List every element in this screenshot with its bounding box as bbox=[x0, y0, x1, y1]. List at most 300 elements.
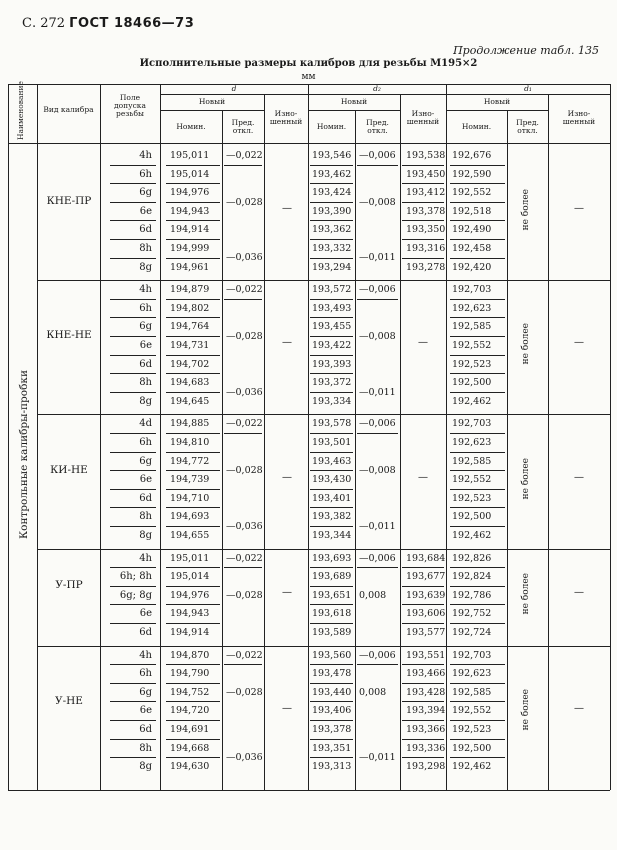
d2-worn-cell: 193,394 bbox=[406, 705, 446, 717]
value-underline bbox=[310, 701, 353, 702]
tolerance-cell: 4d bbox=[139, 418, 152, 430]
d-nominal-cell: 194,976 bbox=[170, 187, 210, 199]
d2-nominal-cell: 193,401 bbox=[312, 492, 352, 504]
column-rule bbox=[264, 94, 265, 790]
column-rule bbox=[507, 110, 508, 790]
d-nominal-cell: 194,810 bbox=[170, 437, 210, 448]
d-nominal-cell: 194,885 bbox=[170, 418, 210, 430]
table-title: Исполнительные размеры калибров для резьбы М195×2 bbox=[139, 58, 478, 69]
d-nominal-cell: 194,772 bbox=[170, 455, 210, 467]
value-underline bbox=[402, 165, 444, 166]
value-underline bbox=[110, 489, 156, 490]
d2-limit-deviation: —0,008 bbox=[359, 196, 396, 208]
d2-nominal-cell: 193,560 bbox=[312, 649, 352, 661]
value-underline bbox=[310, 526, 353, 527]
header-nominal: Номин. bbox=[316, 121, 347, 131]
value-underline bbox=[450, 739, 505, 740]
value-underline bbox=[310, 183, 353, 184]
d1-nominal-cell: 192,500 bbox=[452, 377, 492, 389]
value-underline bbox=[110, 373, 156, 374]
header-limit-deviation: Пред. откл. bbox=[516, 117, 539, 135]
header-nominal: Номин. bbox=[461, 121, 492, 131]
d2-nominal-cell: 193,332 bbox=[312, 243, 352, 254]
value-underline bbox=[450, 373, 505, 374]
value-underline bbox=[166, 183, 220, 184]
d2-worn-cell: 193,412 bbox=[406, 187, 446, 199]
value-underline bbox=[310, 720, 353, 721]
d1-nominal-cell: 192,552 bbox=[452, 474, 492, 486]
d-nominal-cell: 194,976 bbox=[170, 589, 210, 601]
d1-nominal-cell: 192,552 bbox=[452, 340, 492, 351]
header-d: d bbox=[231, 84, 237, 94]
d2-limit-deviation: —0,006 bbox=[359, 552, 396, 564]
tolerance-cell: 6d bbox=[139, 358, 152, 370]
d1-not-more-label: не более bbox=[521, 573, 531, 615]
value-underline bbox=[110, 739, 156, 740]
tolerance-cell: 6e bbox=[139, 474, 152, 486]
d1-nominal-cell: 192,752 bbox=[452, 608, 492, 620]
value-underline bbox=[310, 317, 353, 318]
tolerance-cell: 4h bbox=[139, 284, 152, 296]
tolerance-cell: 6d bbox=[139, 492, 152, 504]
deviation-rule bbox=[357, 433, 398, 434]
d1-nominal-cell: 192,703 bbox=[452, 649, 492, 661]
d-nominal-cell: 195,011 bbox=[170, 552, 210, 564]
d2-worn-cell: 193,278 bbox=[406, 261, 446, 273]
d2-nominal-cell: 193,618 bbox=[312, 608, 352, 620]
tolerance-cell: 8h bbox=[139, 243, 152, 254]
value-underline bbox=[110, 757, 156, 758]
value-underline bbox=[166, 757, 220, 758]
value-underline bbox=[110, 683, 156, 684]
value-underline bbox=[110, 701, 156, 702]
column-rule bbox=[446, 84, 447, 790]
value-underline bbox=[310, 567, 353, 568]
header-worn: Изно-шенный bbox=[406, 109, 440, 126]
d1-nominal-cell: 192,523 bbox=[452, 724, 492, 735]
value-underline bbox=[450, 720, 505, 721]
value-underline bbox=[310, 433, 353, 434]
d2-nominal-cell: 193,578 bbox=[312, 418, 352, 430]
d1-nominal-cell: 192,623 bbox=[452, 437, 492, 448]
value-underline bbox=[450, 683, 505, 684]
value-underline bbox=[450, 336, 505, 337]
value-underline bbox=[110, 664, 156, 665]
value-underline bbox=[450, 299, 505, 300]
header-tolerance: Поле допуска резьбы bbox=[114, 93, 146, 118]
d2-limit-deviation: —0,006 bbox=[359, 150, 396, 161]
d2-worn-cell: 193,677 bbox=[406, 571, 446, 583]
d1-nominal-cell: 192,826 bbox=[452, 552, 492, 564]
d2-nominal-cell: 193,572 bbox=[312, 284, 352, 296]
deviation-rule bbox=[224, 433, 262, 434]
value-underline bbox=[166, 239, 220, 240]
section-label: У-ПР bbox=[55, 579, 83, 592]
d1-worn-dash: — bbox=[574, 471, 584, 483]
value-underline bbox=[310, 586, 353, 587]
d2-worn-cell: 193,466 bbox=[406, 668, 446, 680]
deviation-rule bbox=[224, 567, 262, 568]
value-underline bbox=[310, 664, 353, 665]
value-underline bbox=[402, 604, 444, 605]
tolerance-cell: 6e bbox=[139, 608, 152, 620]
d-limit-deviation: —0,022 bbox=[226, 418, 263, 430]
value-underline bbox=[450, 507, 505, 508]
header-limit-deviation: Пред. откл. bbox=[366, 117, 389, 135]
d-limit-deviation: —0,022 bbox=[226, 649, 263, 661]
d1-nominal-cell: 192,462 bbox=[452, 761, 492, 773]
tolerance-cell: 6g bbox=[139, 686, 152, 698]
d1-nominal-cell: 192,676 bbox=[452, 150, 492, 161]
value-underline bbox=[110, 470, 156, 471]
value-underline bbox=[310, 623, 353, 624]
header-new: Новый bbox=[340, 97, 368, 107]
value-underline bbox=[450, 452, 505, 453]
value-underline bbox=[166, 623, 220, 624]
column-rule bbox=[100, 84, 101, 790]
value-underline bbox=[310, 452, 353, 453]
d-nominal-cell: 195,014 bbox=[170, 571, 210, 583]
value-underline bbox=[166, 373, 220, 374]
d2-nominal-cell: 193,351 bbox=[312, 742, 352, 754]
tolerance-cell: 8g bbox=[139, 395, 152, 407]
tolerance-cell: 6d bbox=[139, 724, 152, 735]
value-underline bbox=[310, 355, 353, 356]
value-underline bbox=[402, 183, 444, 184]
tolerance-cell: 6h bbox=[139, 168, 152, 180]
d2-nominal-cell: 193,406 bbox=[312, 705, 352, 717]
value-underline bbox=[402, 701, 444, 702]
d-limit-deviation: —0,028 bbox=[226, 589, 263, 601]
value-underline bbox=[110, 604, 156, 605]
value-underline bbox=[310, 507, 353, 508]
d1-nominal-cell: 192,552 bbox=[452, 705, 492, 717]
section-rule bbox=[37, 549, 610, 550]
d1-nominal-cell: 192,786 bbox=[452, 589, 492, 601]
d2-worn-cell: 193,428 bbox=[406, 686, 446, 698]
d-nominal-cell: 194,802 bbox=[170, 302, 210, 314]
column-rule bbox=[222, 110, 223, 790]
d2-worn-cell: 193,316 bbox=[406, 243, 446, 254]
value-underline bbox=[450, 165, 505, 166]
value-underline bbox=[110, 258, 156, 259]
value-underline bbox=[110, 586, 156, 587]
d-nominal-cell: 194,691 bbox=[170, 724, 210, 735]
tolerance-cell: 6h bbox=[139, 302, 152, 314]
column-rule bbox=[37, 84, 38, 790]
value-underline bbox=[402, 202, 444, 203]
section-rule bbox=[37, 414, 610, 415]
tolerance-cell: 6h bbox=[139, 437, 152, 448]
d1-worn-dash: — bbox=[574, 702, 584, 714]
d2-worn-dash: — bbox=[418, 471, 428, 483]
value-underline bbox=[310, 258, 353, 259]
d-nominal-cell: 194,655 bbox=[170, 530, 210, 541]
table-bottom-rule bbox=[8, 790, 610, 791]
d-nominal-cell: 194,999 bbox=[170, 243, 210, 254]
value-underline bbox=[166, 355, 220, 356]
value-underline bbox=[450, 489, 505, 490]
value-underline bbox=[450, 258, 505, 259]
section-label: КНЕ-ПР bbox=[46, 195, 92, 208]
value-underline bbox=[166, 452, 220, 453]
tolerance-cell: 6g; 8g bbox=[119, 589, 152, 601]
group-label: Контрольные калибры-пробки bbox=[18, 370, 30, 539]
d1-not-more-label: не более bbox=[521, 688, 531, 731]
value-underline bbox=[310, 392, 353, 393]
d2-nominal-cell: 193,313 bbox=[312, 761, 352, 773]
d-nominal-cell: 194,731 bbox=[170, 340, 210, 351]
value-underline bbox=[110, 355, 156, 356]
d2-nominal-cell: 193,546 bbox=[312, 150, 352, 161]
section-label: КИ-НЕ bbox=[50, 463, 88, 476]
d2-limit-deviation: —0,006 bbox=[359, 284, 396, 296]
column-rule bbox=[610, 84, 611, 790]
value-underline bbox=[166, 507, 220, 508]
value-underline bbox=[110, 336, 156, 337]
d2-limit-deviation: —0,008 bbox=[359, 464, 396, 476]
d2-nominal-cell: 193,430 bbox=[312, 474, 352, 486]
d2-nominal-cell: 193,463 bbox=[312, 455, 352, 467]
deviation-rule bbox=[357, 567, 398, 568]
column-rule bbox=[400, 94, 401, 790]
value-underline bbox=[166, 433, 220, 434]
value-underline bbox=[110, 183, 156, 184]
value-underline bbox=[450, 220, 505, 221]
d-nominal-cell: 194,710 bbox=[170, 492, 210, 504]
d2-worn-cell: 193,538 bbox=[406, 150, 446, 161]
d1-not-more-label: не более bbox=[521, 323, 531, 365]
d2-worn-cell: 193,639 bbox=[406, 589, 446, 601]
tolerance-cell: 8g bbox=[139, 530, 152, 541]
d2-worn-cell: 193,336 bbox=[406, 742, 446, 754]
value-underline bbox=[402, 720, 444, 721]
value-underline bbox=[450, 526, 505, 527]
d2-nominal-cell: 193,462 bbox=[312, 168, 352, 180]
section-rule bbox=[37, 280, 610, 281]
header-kind: Вид калибра bbox=[43, 105, 94, 115]
value-underline bbox=[166, 664, 220, 665]
d1-nominal-cell: 192,490 bbox=[452, 224, 492, 236]
column-rule bbox=[355, 110, 356, 790]
value-underline bbox=[310, 489, 353, 490]
value-underline bbox=[166, 683, 220, 684]
d-nominal-cell: 194,764 bbox=[170, 321, 210, 333]
tolerance-cell: 8h bbox=[139, 377, 152, 389]
column-rule bbox=[548, 94, 549, 790]
value-underline bbox=[166, 470, 220, 471]
tolerance-cell: 6e bbox=[139, 705, 152, 717]
value-underline bbox=[166, 220, 220, 221]
d2-limit-deviation: 0,008 bbox=[359, 686, 387, 698]
d-nominal-cell: 195,014 bbox=[170, 168, 210, 180]
value-underline bbox=[310, 202, 353, 203]
value-underline bbox=[166, 299, 220, 300]
d-worn-dash: — bbox=[282, 702, 292, 714]
value-underline bbox=[450, 202, 505, 203]
header-name: Наименование bbox=[16, 81, 25, 140]
deviation-rule bbox=[224, 664, 262, 665]
value-underline bbox=[166, 489, 220, 490]
value-underline bbox=[110, 567, 156, 568]
deviation-rule bbox=[357, 299, 398, 300]
d1-nominal-cell: 192,585 bbox=[452, 321, 492, 333]
value-underline bbox=[450, 392, 505, 393]
column-rule bbox=[8, 84, 9, 790]
tolerance-cell: 4h bbox=[139, 552, 152, 564]
d1-nominal-cell: 192,420 bbox=[452, 261, 492, 273]
header-bottom-rule bbox=[8, 143, 610, 144]
d1-nominal-cell: 192,462 bbox=[452, 395, 492, 407]
d-limit-deviation: —0,028 bbox=[226, 686, 263, 698]
value-underline bbox=[166, 720, 220, 721]
section-label: У-НЕ bbox=[55, 694, 83, 707]
value-underline bbox=[110, 165, 156, 166]
value-underline bbox=[110, 317, 156, 318]
value-underline bbox=[450, 623, 505, 624]
d-nominal-cell: 194,914 bbox=[170, 627, 210, 638]
tolerance-cell: 6g bbox=[139, 321, 152, 333]
d1-nominal-cell: 192,552 bbox=[452, 187, 492, 199]
value-underline bbox=[110, 526, 156, 527]
tolerance-cell: 6e bbox=[139, 205, 152, 217]
value-underline bbox=[166, 165, 220, 166]
value-underline bbox=[110, 220, 156, 221]
tolerance-cell: 4h bbox=[139, 150, 152, 161]
d2-limit-deviation: —0,011 bbox=[359, 386, 396, 398]
value-underline bbox=[450, 433, 505, 434]
d2-nominal-cell: 193,501 bbox=[312, 437, 352, 448]
value-underline bbox=[110, 299, 156, 300]
d2-worn-dash: — bbox=[418, 337, 428, 349]
d2-nominal-cell: 193,478 bbox=[312, 668, 352, 680]
value-underline bbox=[402, 664, 444, 665]
d2-limit-deviation: —0,011 bbox=[359, 252, 396, 264]
value-underline bbox=[166, 258, 220, 259]
tolerance-cell: 6d bbox=[139, 224, 152, 236]
section-rule bbox=[37, 646, 610, 647]
d2-nominal-cell: 193,390 bbox=[312, 205, 352, 217]
value-underline bbox=[310, 299, 353, 300]
d2-nominal-cell: 193,393 bbox=[312, 358, 352, 370]
tolerance-cell: 6h; 8h bbox=[119, 571, 152, 583]
value-underline bbox=[110, 202, 156, 203]
d-nominal-cell: 194,914 bbox=[170, 224, 210, 236]
value-underline bbox=[110, 433, 156, 434]
d2-nominal-cell: 193,382 bbox=[312, 511, 352, 523]
value-underline bbox=[310, 757, 353, 758]
d2-worn-cell: 193,350 bbox=[406, 224, 446, 236]
value-underline bbox=[110, 507, 156, 508]
d-nominal-cell: 194,720 bbox=[170, 705, 210, 717]
section-label: КНЕ-НЕ bbox=[46, 329, 92, 342]
d-limit-deviation: —0,022 bbox=[226, 552, 263, 564]
d2-nominal-cell: 193,378 bbox=[312, 724, 352, 735]
d-nominal-cell: 194,879 bbox=[170, 284, 210, 296]
tolerance-cell: 6g bbox=[139, 187, 152, 199]
d2-worn-cell: 193,450 bbox=[406, 168, 446, 180]
d-limit-deviation: —0,028 bbox=[226, 330, 263, 342]
value-underline bbox=[402, 567, 444, 568]
value-underline bbox=[450, 183, 505, 184]
d-nominal-cell: 194,870 bbox=[170, 649, 210, 661]
value-underline bbox=[110, 452, 156, 453]
value-underline bbox=[450, 317, 505, 318]
value-underline bbox=[402, 683, 444, 684]
value-underline bbox=[450, 239, 505, 240]
d2-nominal-cell: 193,334 bbox=[312, 395, 352, 407]
d-nominal-cell: 194,702 bbox=[170, 358, 210, 370]
header-worn: Изно-шенный bbox=[269, 109, 303, 126]
d1-nominal-cell: 192,523 bbox=[452, 492, 492, 504]
d2-limit-deviation: —0,011 bbox=[359, 520, 396, 532]
d1-nominal-cell: 192,458 bbox=[452, 243, 492, 254]
d-limit-deviation: —0,036 bbox=[226, 386, 263, 398]
d-nominal-cell: 194,683 bbox=[170, 377, 210, 389]
d-nominal-cell: 194,752 bbox=[170, 686, 210, 698]
d1-worn-dash: — bbox=[574, 203, 584, 215]
value-underline bbox=[166, 336, 220, 337]
tolerance-cell: 4h bbox=[139, 649, 152, 661]
d1-nominal-cell: 192,724 bbox=[452, 627, 492, 638]
header-limit-deviation: Пред. откл. bbox=[231, 117, 255, 135]
value-underline bbox=[166, 586, 220, 587]
d2-nominal-cell: 193,424 bbox=[312, 187, 352, 199]
d1-nominal-cell: 192,462 bbox=[452, 530, 492, 541]
d2-limit-deviation: —0,006 bbox=[359, 649, 396, 661]
d1-nominal-cell: 192,623 bbox=[452, 302, 492, 314]
value-underline bbox=[166, 567, 220, 568]
d-nominal-cell: 194,790 bbox=[170, 668, 210, 680]
d2-nominal-cell: 193,689 bbox=[312, 571, 352, 583]
d2-worn-cell: 193,606 bbox=[406, 608, 446, 620]
tolerance-cell: 6g bbox=[139, 455, 152, 467]
value-underline bbox=[450, 664, 505, 665]
d-limit-deviation: —0,036 bbox=[226, 520, 263, 532]
d1-nominal-cell: 192,500 bbox=[452, 742, 492, 754]
tolerance-cell: 8g bbox=[139, 761, 152, 773]
value-underline bbox=[310, 373, 353, 374]
d1-not-more-label: не более bbox=[521, 189, 531, 231]
d2-nominal-cell: 193,362 bbox=[312, 224, 352, 236]
d2-nominal-cell: 193,294 bbox=[312, 261, 352, 273]
d1-worn-dash: — bbox=[574, 337, 584, 349]
value-underline bbox=[402, 586, 444, 587]
tolerance-cell: 8h bbox=[139, 742, 152, 754]
d2-nominal-cell: 193,422 bbox=[312, 340, 352, 351]
d-nominal-cell: 194,693 bbox=[170, 511, 210, 523]
value-underline bbox=[166, 604, 220, 605]
d1-nominal-cell: 192,824 bbox=[452, 571, 492, 583]
d-nominal-cell: 194,961 bbox=[170, 261, 210, 273]
value-underline bbox=[110, 239, 156, 240]
page-number: С. 272 bbox=[22, 16, 66, 31]
d2-worn-cell: 193,366 bbox=[406, 724, 446, 735]
d1-nominal-cell: 192,703 bbox=[452, 284, 492, 296]
d1-nominal-cell: 192,585 bbox=[452, 455, 492, 467]
d2-nominal-cell: 193,493 bbox=[312, 302, 352, 314]
d2-limit-deviation: 0,008 bbox=[359, 589, 387, 601]
d2-limit-deviation: —0,008 bbox=[359, 330, 396, 342]
d1-worn-dash: — bbox=[574, 587, 584, 599]
header-worn: Изно-шенный bbox=[562, 109, 596, 126]
d-worn-dash: — bbox=[282, 337, 292, 349]
value-underline bbox=[310, 220, 353, 221]
d2-nominal-cell: 193,344 bbox=[312, 530, 352, 541]
value-underline bbox=[310, 683, 353, 684]
value-underline bbox=[450, 604, 505, 605]
header-nominal: Номин. bbox=[176, 121, 206, 131]
